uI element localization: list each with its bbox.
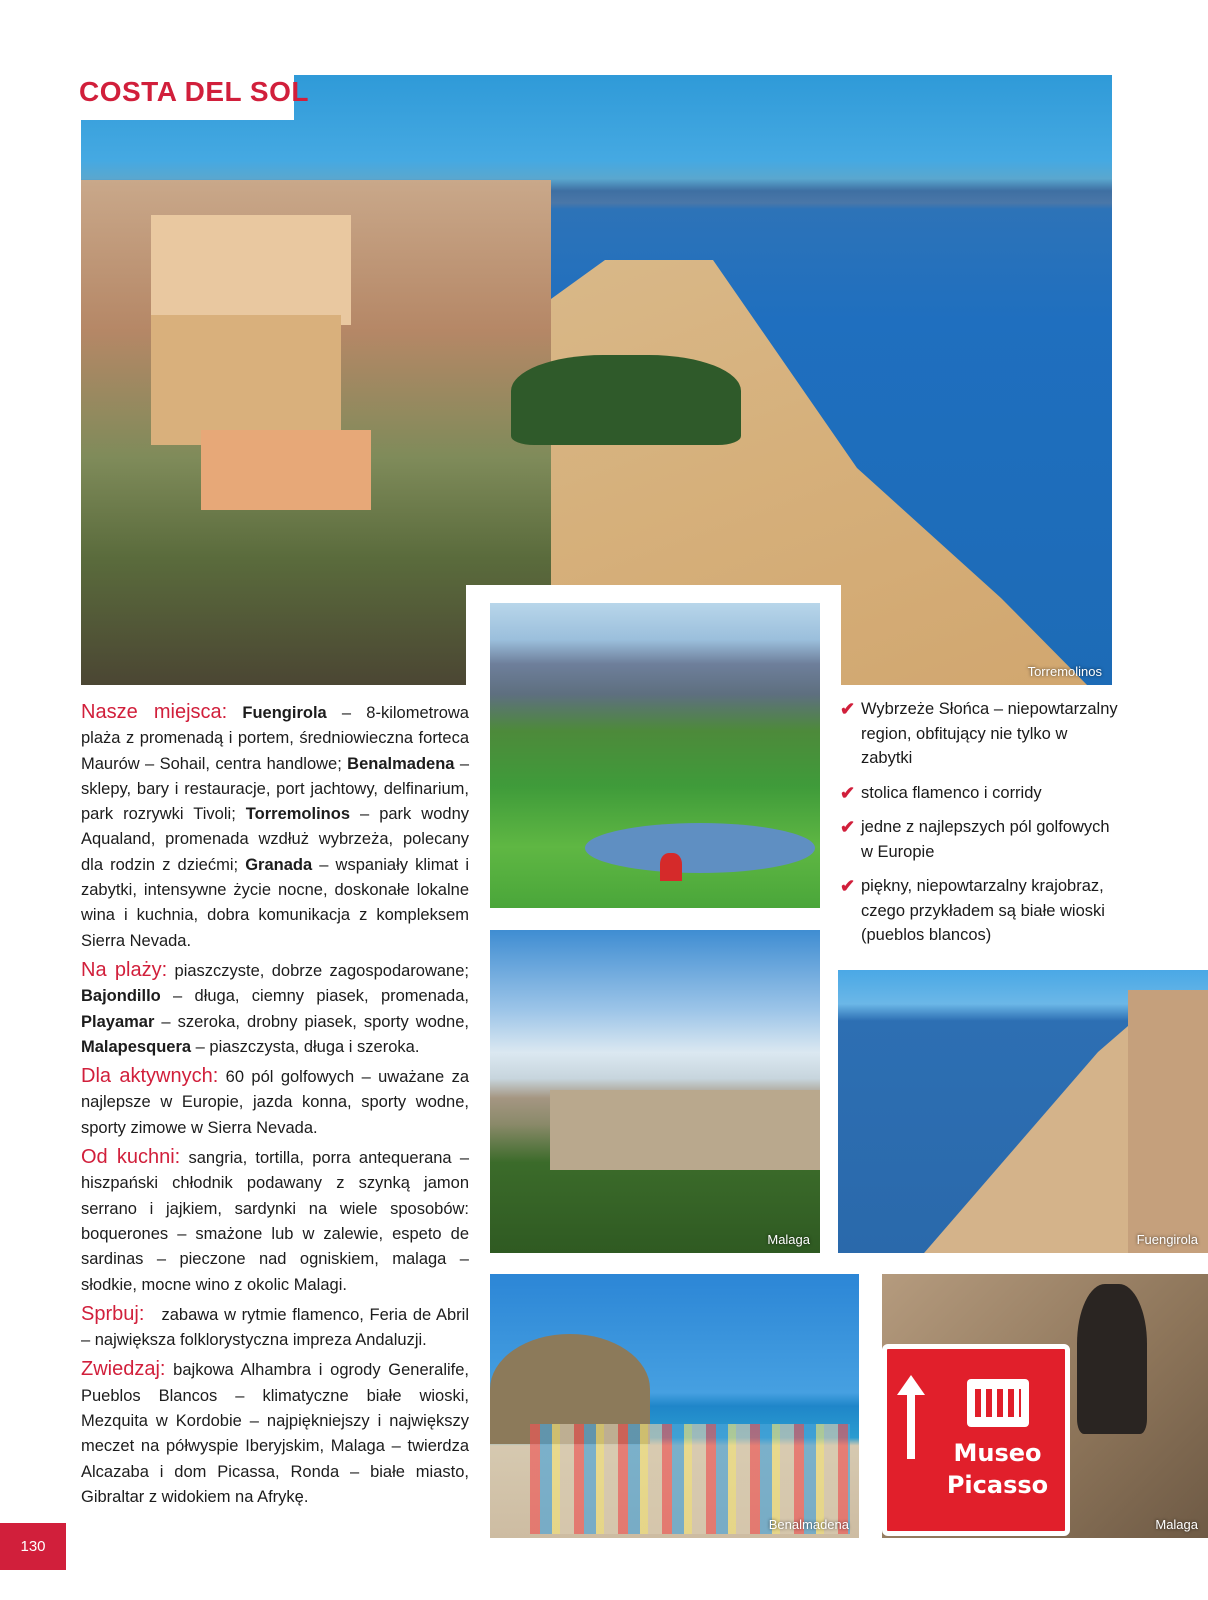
beach-name: Malapesquera bbox=[81, 1037, 192, 1056]
checklist-item bbox=[840, 781, 1120, 806]
section-text: – piaszczysta, długa i szeroka. bbox=[191, 1037, 420, 1056]
section-heading: Dla aktywnych: bbox=[81, 1065, 219, 1088]
check-icon: ✔ bbox=[840, 699, 856, 719]
caption-malaga-2: Malaga bbox=[1155, 1517, 1198, 1532]
caption-malaga: Malaga bbox=[767, 1232, 810, 1247]
checklist-text: Wybrzeże Słońca – niepowtarzalny region, obfitujący nie tylko w zabytki bbox=[861, 700, 1118, 767]
checklist-text: stolica flamenco i corridy bbox=[861, 783, 1042, 802]
checklist-text: piękny, niepowtarzalny krajobraz, czego przykładem są białe wioski (pueblos blancos) bbox=[861, 877, 1105, 944]
page-number: 130 bbox=[0, 1523, 66, 1570]
museo-picasso-sign bbox=[882, 1344, 1070, 1536]
museo-picasso-photo bbox=[882, 1274, 1208, 1538]
section-text: sangria, tortilla, porra antequerana – hiszpański chłodnik podawany z szynką jamon serrano i jajkiem, sardynki na wiele sposobów: boquerones – smażone lub w zalewie, espeto de sardinas – pieczone nad ogniskiem, malaga – słodkie, mocne wino z okolic Malagi. bbox=[81, 1149, 469, 1294]
arrow-shaft bbox=[907, 1389, 915, 1459]
place-name: Torremolinos bbox=[245, 805, 351, 824]
section-text: 60 pól golfowych – uważane za najlepsze w Europie, jazda konna, sporty wodne, sporty zimowe w Sierra Nevada. bbox=[81, 1068, 469, 1137]
fuengirola-photo bbox=[838, 970, 1208, 1253]
section-heading: Zwiedzaj: bbox=[81, 1358, 166, 1381]
caption-benalmadena: Benalmadena bbox=[768, 1517, 849, 1532]
golf-course-photo bbox=[490, 603, 820, 908]
palms-shape bbox=[511, 355, 741, 445]
check-icon: ✔ bbox=[840, 782, 856, 803]
checklist-item bbox=[840, 874, 1120, 948]
section-heading: Sprbuj: bbox=[81, 1302, 145, 1325]
checklist-text: jedne z najlepszych pól golfowych w Europie bbox=[861, 818, 1110, 861]
check-icon: ✔ bbox=[840, 817, 856, 837]
building-shape bbox=[1128, 990, 1208, 1253]
section-text: piaszczyste, dobrze zagospodarowane; bbox=[167, 961, 469, 980]
section-zwiedzaj bbox=[81, 1357, 469, 1510]
benalmadena-beach-photo bbox=[490, 1274, 859, 1538]
building-shape bbox=[151, 215, 351, 325]
sign-text bbox=[935, 1437, 1060, 1501]
place-name: Granada bbox=[245, 855, 313, 874]
highlights-checklist bbox=[840, 697, 1120, 958]
beach-name: Playamar bbox=[81, 1012, 155, 1031]
caption-torremolinos: Torremolinos bbox=[1027, 664, 1102, 679]
section-heading: Od kuchni: bbox=[81, 1146, 181, 1169]
place-name: Benalmadena bbox=[347, 754, 455, 773]
section-na-plazy bbox=[81, 958, 469, 1060]
sign-line-1: Museo bbox=[953, 1439, 1042, 1467]
section-text: – szeroka, drobny piasek, sporty wodne, bbox=[154, 1012, 469, 1031]
malaga-city-photo bbox=[490, 930, 820, 1253]
section-text: – park wodny Aqualand, promenada wzdłuż wybrzeża, polecany dla rodzin z dziećmi; bbox=[81, 805, 469, 874]
city-shape bbox=[550, 1090, 820, 1170]
checklist-item bbox=[840, 815, 1120, 864]
section-sprobuj bbox=[81, 1302, 474, 1354]
caption-fuengirola: Fuengirola bbox=[1136, 1232, 1198, 1247]
section-text: – długa, ciemny piasek, promenada, bbox=[160, 987, 469, 1006]
section-od-kuchni bbox=[81, 1145, 469, 1298]
place-name: Fuengirola bbox=[242, 704, 327, 722]
building-shape bbox=[151, 315, 341, 445]
section-text: – 8-kilometrowa plaża z promenadą i portem, średniowieczna forteca Maurów – Sohail, centra handlowe; bbox=[81, 704, 469, 773]
street-lamp-shape bbox=[1077, 1284, 1147, 1434]
page-title: COSTA DEL SOL bbox=[79, 76, 309, 107]
section-text: bajkowa Alhambra i ogrody Generalife, Pueblos Blancos – klimatyczne białe wioski, Mezquita w Kordobie – najpiękniejszy i największy meczet na półwyspie Iberyjskim, Malaga – twierdza Alcazaba i dom Picassa, Ronda – białe miasto, Gibraltar z widokiem na Afrykę. bbox=[81, 1361, 469, 1506]
section-heading: Na plaży: bbox=[81, 958, 168, 981]
left-text-column bbox=[81, 700, 474, 1514]
sign-line-2: Picasso bbox=[946, 1471, 1049, 1499]
section-text: zabawa w rytmie flamenco, Feria de Abril – największa folklorystyczna impreza Andaluzji. bbox=[81, 1305, 474, 1350]
lake-shape bbox=[585, 823, 815, 873]
building-shape bbox=[201, 430, 371, 510]
section-dla-aktywnych bbox=[81, 1064, 469, 1141]
section-text: – wspaniały klimat i zabytki, intensywne życie nocne, doskonałe lokalne wina i kuchnia, dobra komunikacja z kompleksem Sierra Nevada. bbox=[81, 855, 469, 950]
golfer-shape bbox=[660, 853, 682, 881]
checklist-item bbox=[840, 697, 1120, 771]
section-text: – sklepy, bary i restauracje, port jachtowy, delfinarium, park rozrywki Tivoli; bbox=[81, 754, 469, 824]
check-icon: ✔ bbox=[840, 876, 856, 896]
section-nasze-miejsca bbox=[81, 700, 469, 954]
museum-icon bbox=[967, 1379, 1029, 1427]
section-heading: Nasze miejsca: bbox=[81, 701, 228, 723]
beach-name: Bajondillo bbox=[81, 987, 161, 1006]
